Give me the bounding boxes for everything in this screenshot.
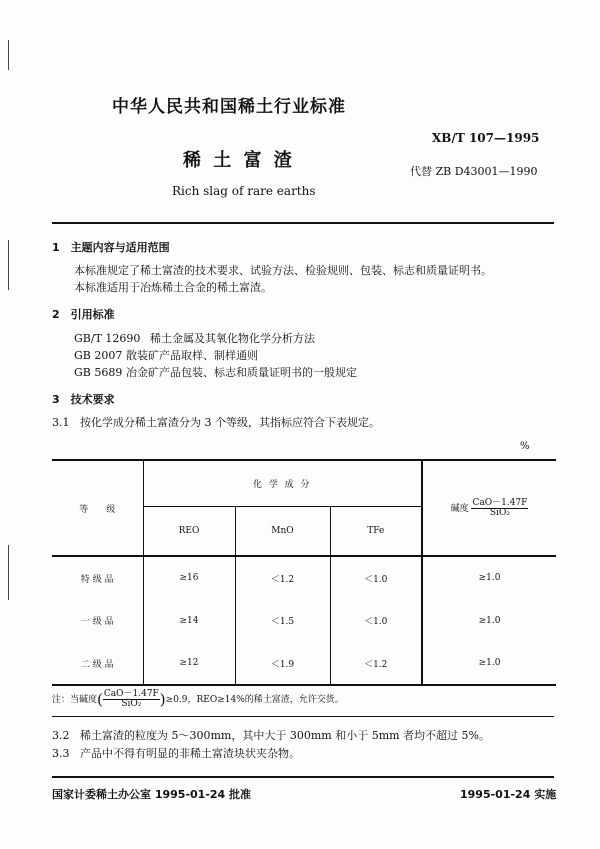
spec-table: [52, 459, 556, 684]
mno-cell: ＜1.5: [235, 599, 330, 642]
section-2-heading: 2 引用标准: [52, 308, 115, 321]
grade-cell: 二 级 品: [52, 642, 143, 685]
tfe-cell: ＜1.0: [364, 574, 388, 585]
reo-cell: ≥14: [143, 599, 235, 642]
footer-rule: [52, 776, 554, 778]
reference-code: GB/T 12690: [74, 332, 141, 345]
note-prefix: 注：当碱度: [52, 695, 98, 705]
column-header-mno: MnO: [235, 506, 330, 556]
clause-3-1-text: 按化学成分稀土富渣分为 3 个等级，其指标应符合下表规定。: [80, 416, 380, 429]
tfe-cell: ＜1.0: [364, 617, 388, 627]
clause-3-2-text: 稀土富渣的粒度为 5～300mm，其中大于 300mm 和小于 5mm 者均不超过 5%。: [80, 729, 491, 742]
basicity-header: [422, 460, 556, 556]
table-note: 注：当碱度( $\frac{\text{CaO－1.47F}}{\text{SiO₂}}$ )≥0.9，REO≥14%的稀土富渣，允许交货。: [52, 689, 344, 709]
clause-3-1-number: 3.1: [52, 416, 70, 429]
margin-mark: [8, 545, 9, 600]
column-header-reo: REO: [143, 506, 235, 556]
table-row: [52, 599, 556, 642]
column-header-tfe: TFe: [330, 506, 422, 556]
section-1-heading: 1 主题内容与适用范围: [52, 241, 170, 254]
header-rule: [52, 222, 554, 224]
grade-cell: 特 级 品: [52, 556, 143, 599]
standard-code: XB/T 107—1995: [432, 131, 540, 145]
basicity-numerator: CaO－1.47F: [472, 497, 528, 508]
mno-cell: ＜1.9: [235, 642, 330, 685]
section-1-line-2: 本标准适用于冶炼稀土合金的稀土富渣。: [74, 281, 272, 294]
clause-3-2-number: 3.2: [52, 729, 70, 742]
table-row: [52, 556, 556, 599]
title-chinese: 稀 土 富 渣: [183, 150, 295, 171]
basicity-prefix: 碱度: [450, 503, 469, 514]
note-suffix: ≥0.9，REO≥14%的稀土富渣，允许交货。: [165, 695, 344, 705]
title-english: Rich slag of rare earths: [172, 184, 316, 198]
basicity-cell: ≥1.0: [422, 556, 556, 599]
clause-3-3-text: 产品中不得有明显的非稀土富渣块状夹杂物。: [80, 747, 300, 760]
basicity-fraction: [471, 499, 528, 518]
tfe-cell: ＜1.2: [364, 659, 388, 670]
reference-title: 散装矿产品取样、制样通则: [126, 349, 258, 362]
reo-cell: ≥16: [143, 556, 235, 599]
reference-code: GB 5689: [74, 366, 123, 379]
margin-mark: [8, 40, 9, 70]
note-fraction: [103, 690, 160, 709]
note-numerator: CaO－1.47F: [103, 689, 159, 699]
grade-header: 等 级: [52, 460, 143, 556]
reference-code: GB 2007: [74, 349, 123, 362]
clause-3-3-number: 3.3: [52, 747, 70, 760]
note-rule: [52, 716, 554, 717]
chemical-composition-header: 化 学 成 分: [143, 460, 422, 506]
effective-date: 1995-01-24 实施: [460, 788, 557, 801]
reference-title: 冶金矿产品包装、标志和质量证明书的一般规定: [126, 366, 357, 379]
margin-mark: [8, 240, 9, 290]
basicity-cell: ≥1.0: [422, 642, 556, 685]
basicity-denominator: SiO₂: [489, 507, 510, 518]
unit-label: %: [520, 441, 530, 452]
section-1-line-1: 本标准规定了稀土富渣的技术要求、试验方法、检验规则、包装、标志和质量证明书。: [74, 264, 492, 277]
mno-cell: ＜1.2: [235, 556, 330, 599]
section-3-heading: 3 技术要求: [52, 393, 115, 406]
replaces-standard: 代替 ZB D43001—1990: [410, 165, 538, 178]
note-denominator: SiO₂: [121, 699, 142, 709]
standard-category: 中华人民共和国稀土行业标准: [112, 97, 346, 117]
reo-cell: ≥12: [143, 642, 235, 685]
reference-title: 稀土金属及其氧化物化学分析方法: [150, 332, 315, 345]
grade-cell: 一 级 品: [52, 599, 143, 642]
approval-statement: 国家计委稀土办公室 1995-01-24 批准: [52, 788, 252, 801]
table-row: [52, 642, 556, 685]
basicity-cell: ≥1.0: [422, 599, 556, 642]
